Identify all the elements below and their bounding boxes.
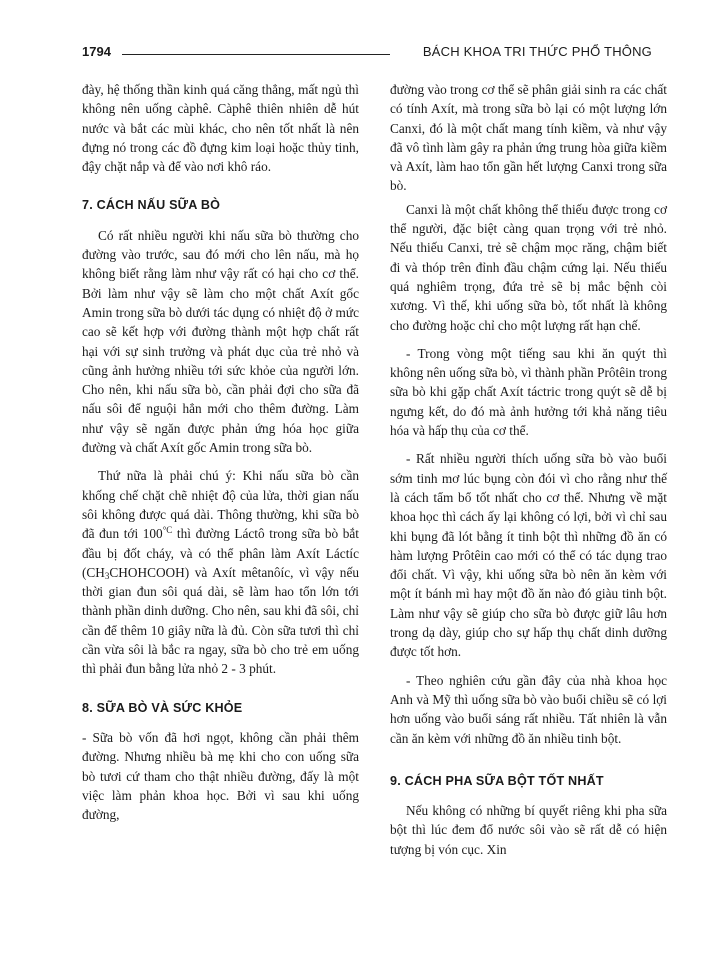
degree-unit: °C (162, 525, 173, 536)
paragraph-text: thì đường Láctô trong sữa bò bắt đầu bị đốt cháy, và có thể phân làm Axít Láctíc (CH (82, 526, 359, 580)
left-column (82, 80, 359, 824)
section-8-paragraph-1-continued: đường vào trong cơ thể sẽ phân giải sinh ra các chất có tính Axít, mà trong sữa bò lại có một lượng lớn Canxi, đó là một chất mang tính kiềm, và như vậy đã vô tình làm gây ra phản ứng trung hòa giữa kiềm và Axít, làm hao tổn gần hết lượng Canxi trong sữa bò. (390, 82, 667, 194)
section-8-paragraph-3: - Trong vòng một tiếng sau khi ăn quýt thì không nên uống sữa bò, vì thành phần Prôtêin trong sữa bò khi gặp chất Axít táctric trong quýt sẽ dễ bị ngưng kết, do đó mà ảnh hưởng tới khả năng tiêu hóa và hấp thụ của cơ thể. (390, 345, 667, 439)
section-9-paragraph-1: Nếu không có những bí quyết riêng khi pha sữa bột thì lúc đem đổ nước sôi vào sẽ rất dễ có hiện tượng bị vón cục. Xin (390, 803, 667, 857)
paragraph-text: CHOHCOOH) và Axít mêtanôíc, vì vậy nếu thời gian đun sôi quá dài, sẽ làm hao tổn lớn tới thành phần dinh dưỡng. Cho nên, sau khi đã sôi, chỉ cần để thêm 10 giây nữa là đủ. Còn sữa tươi thì chỉ cần vừa sôi là bắc ra ngay, sữa bò cho trẻ em uống thì phải đun bằng lửa nhỏ 2 - 3 phút. (82, 564, 359, 677)
section-7-paragraph-1: Có rất nhiều người khi nấu sữa bò thường cho đường vào trước, sau đó mới cho lên nấu, mà họ không biết rằng làm như vậy rất có hại cho cơ thể. Bởi làm như vậy sẽ làm cho một chất Axít gốc Amin trong sữa bò dưới tác dụng có nhiệt độ ở mức cao sẽ kết hợp với đường thành một hợp chất rất hại với sự sinh trưởng và phát dục của trẻ nhỏ và cũng ảnh hưởng nhiều tới sức khỏe của người lớn. Cho nên, khi nấu sữa bò, cần phải đợi cho sữa đã nấu sôi để nguội hẳn mới cho thêm đường. Làm như vậy sẽ ngăn được phản ứng hóa học giữa đường và chất Axít gốc Amin trong sữa bò. (82, 227, 359, 456)
section-8-paragraph-4: - Rất nhiều người thích uống sữa bò vào buổi sớm tinh mơ lúc bụng còn đói vì cho rằng như thế là cách tẩm bổ tốt nhất cho cơ thể. Nhưng về mặt khoa học thì cách ấy lại không có lợi, bởi vì chỉ sau khi bụng đã lót bằng ít tinh bột thì những đồ ăn có hàm lượng Prôtêin cao mới có thể có tác dụng trao đổi chất. Vì vậy, khi uống sữa bò nên ăn kèm với một ít bánh mì hay một đồ ăn nào đó giàu tinh bột. Làm như vậy sẽ giúp cho sữa bò được giữ lâu hơn trong dạ dày, giúp cho sự hấp thụ chất dinh dưỡng được tốt hơn. (390, 451, 667, 660)
section-9-heading: 9. CÁCH PHA SỮA BỘT TỐT NHẤT (390, 773, 604, 788)
book-title: BÁCH KHOA TRI THỨC PHỔ THÔNG (422, 44, 652, 59)
formula-subscript: 3 (104, 570, 110, 581)
intro-paragraph: đày, hệ thống thần kinh quá căng thẳng, mất ngủ thì không nên uống càphê. Càphê thiên nhiên dễ hút nước và bắt các mùi khác, cho nên tốt nhất là nên đựng nó trong các đồ đựng kim loại hoặc thủy tinh, đậy chặt nắp và để vào nơi khô ráo. (82, 82, 359, 175)
header-rule (122, 54, 390, 55)
section-8-paragraph-5: - Theo nghiên cứu gần đây của nhà khoa học Anh và Mỹ thì uống sữa bò vào buổi chiều sẽ có lợi hơn uống vào buổi sáng rất nhiều. Tất nhiên là vẫn cần ăn kèm với những đồ ăn nhiều tinh bột. (390, 672, 667, 746)
section-7-paragraph-2 (82, 466, 359, 678)
section-8-paragraph-2: Canxi là một chất không thể thiếu được trong cơ thể người, đặc biệt càng quan trọng với trẻ nhỏ. Nếu thiếu Canxi, trẻ sẽ chậm mọc răng, chậm biết đi và thóp trên đỉnh đầu chậm cứng lại. Nếu thiếu quá nghiêm trọng, đứa trẻ sẽ bị mắc bệnh còi xương. Vì thế, khi uống sữa bò, tốt nhất là không cho đường hoặc chỉ cho một lượng rất hạn chế. (390, 201, 667, 333)
paragraph-text: Thứ nữa là phải chú ý: Khi nấu sữa bò cần khống chế chặt chẽ nhiệt độ của lửa, thời gian nấu sôi không được quá dài. Thông thường, khi sữa bò đã đun tới 100 (82, 468, 359, 542)
section-8-paragraph-1: - Sữa bò vốn đã hơi ngọt, không cần phải thêm đường. Nhưng nhiều bà mẹ khi cho con uống sữa bò tươi cứ tham cho thật nhiều đường, đấy là một việc làm phản khoa học. Bởi vì sau khi uống đường, (82, 729, 359, 823)
right-column (390, 80, 667, 859)
page-number: 1794 (82, 44, 111, 59)
section-7-heading: 7. CÁCH NẤU SỮA BÒ (82, 198, 221, 213)
section-8-heading: 8. SỮA BÒ VÀ SỨC KHỎE (82, 700, 243, 715)
running-header (82, 44, 652, 64)
